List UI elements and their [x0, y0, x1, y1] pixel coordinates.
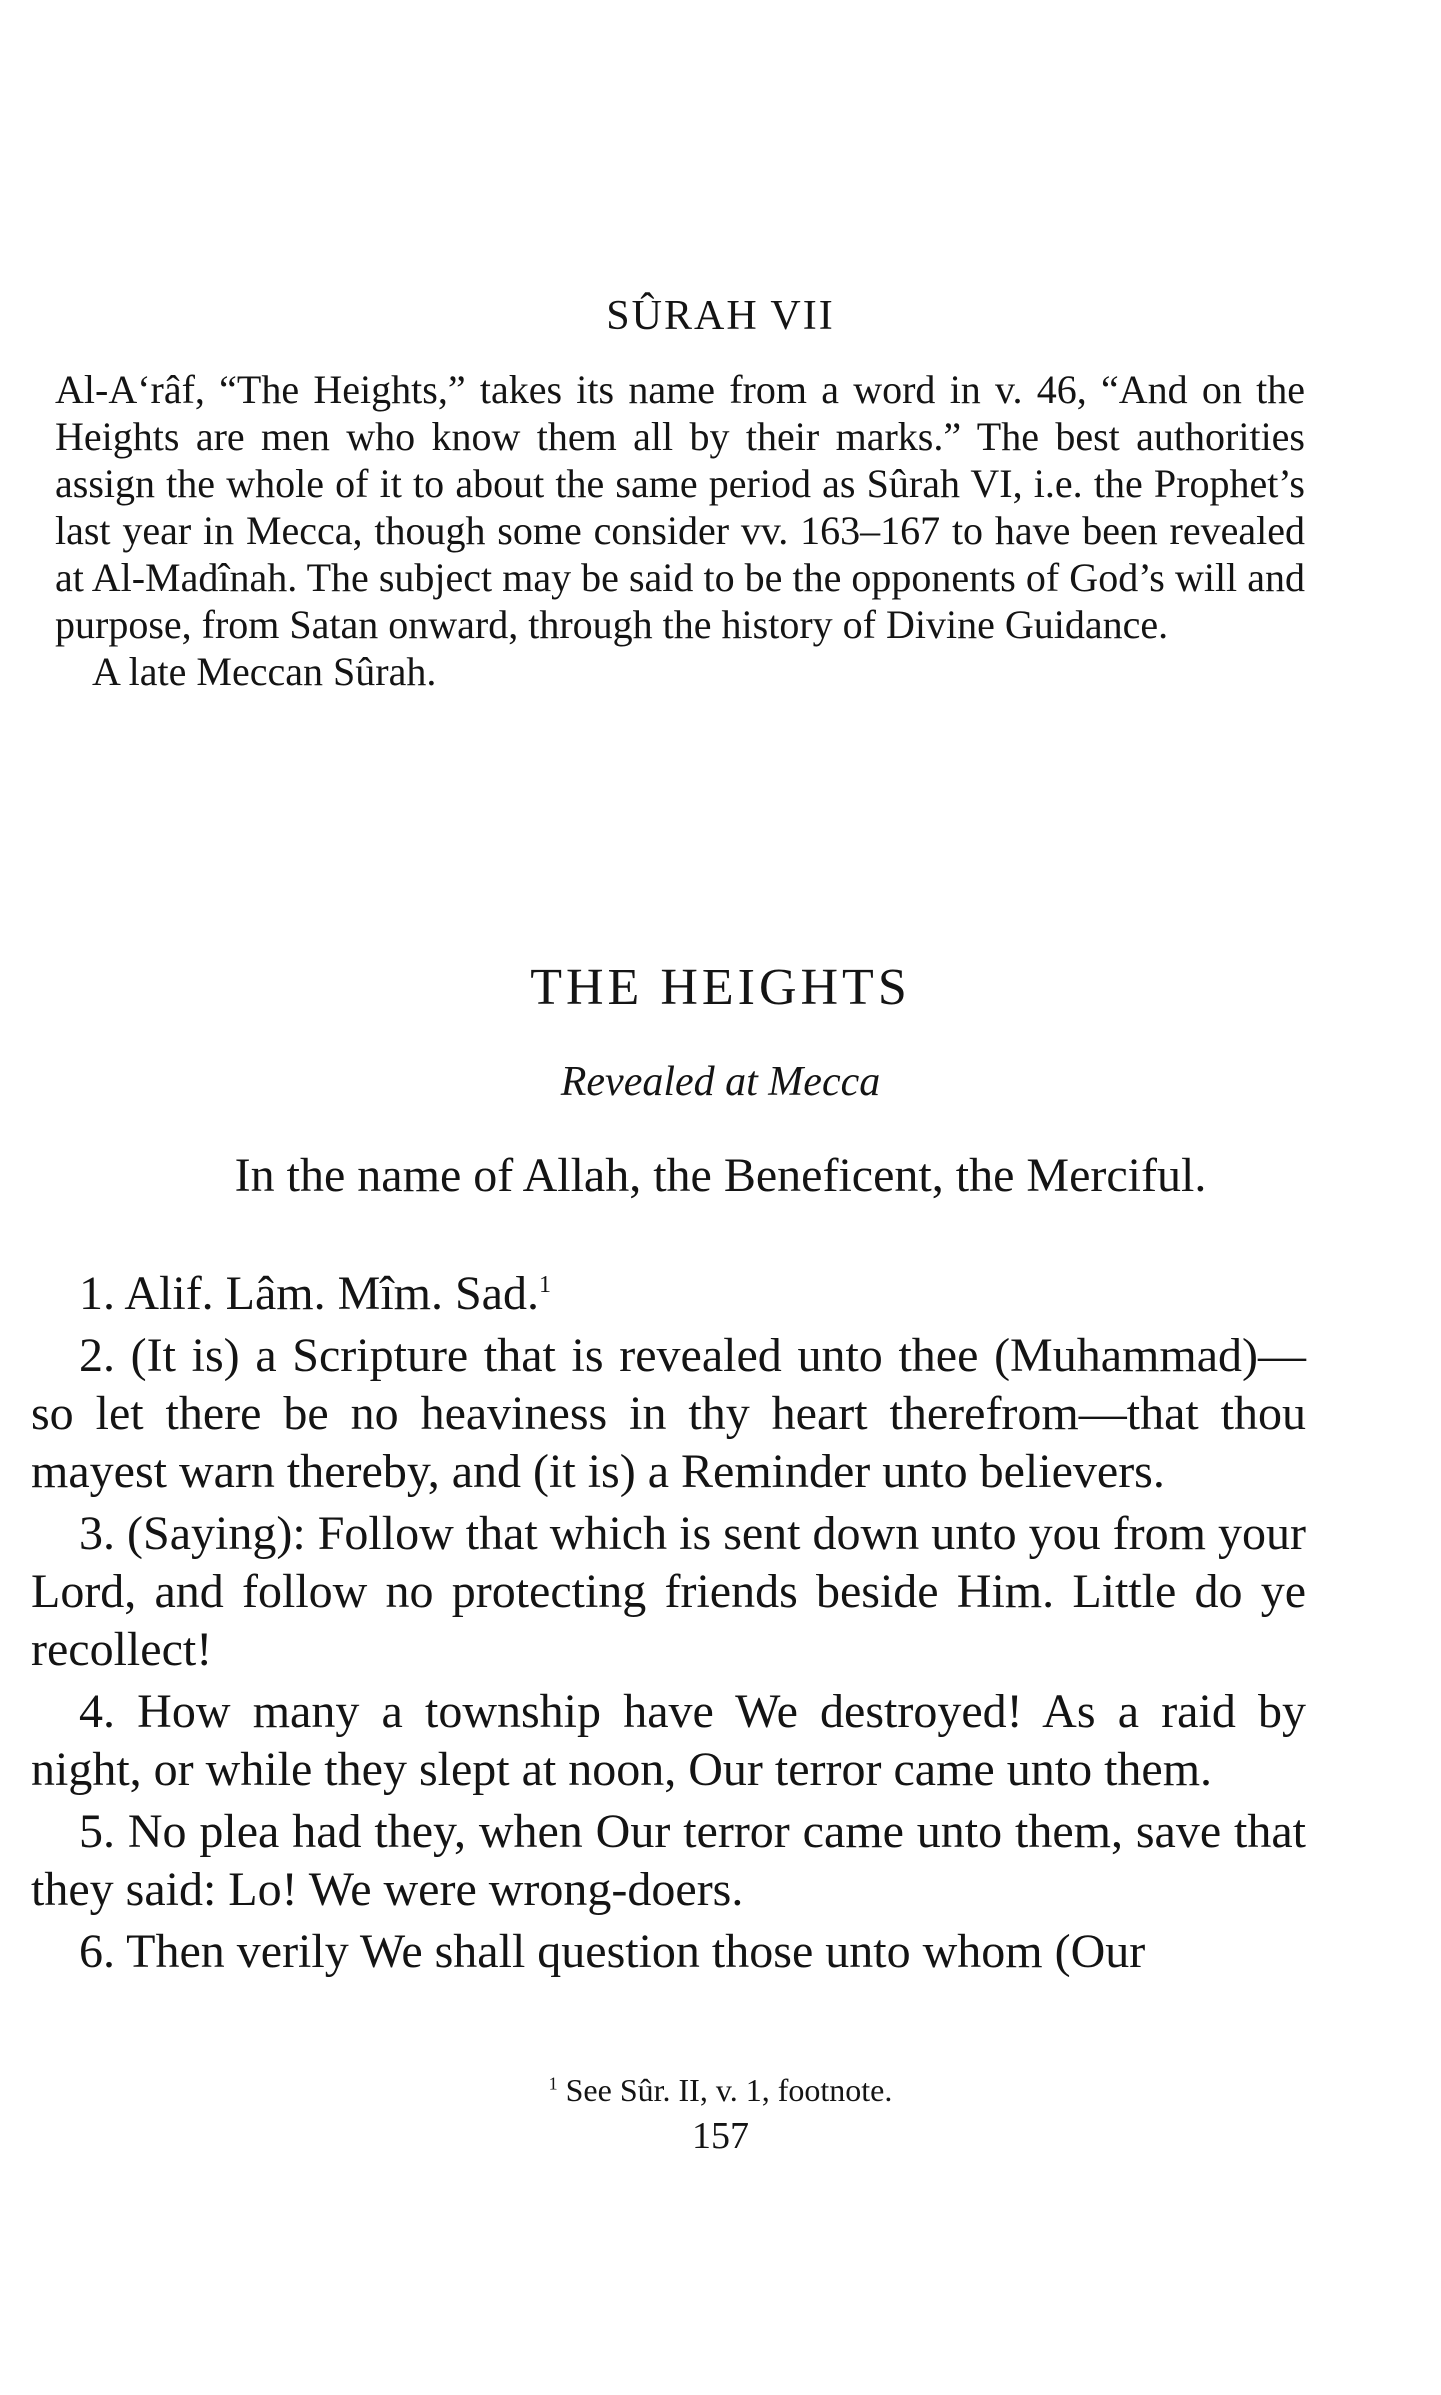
footnote-mark: 1 — [548, 2073, 558, 2094]
page-number: 157 — [692, 2115, 749, 2157]
intro-late-meccan: A late Meccan Sûrah. — [92, 649, 437, 694]
verse: 4. How many a township have We destroyed! As a raid by night, or while they slept at noon, Our terror came unto them. — [31, 1685, 1306, 1796]
footnote-text: See Sûr. II, v. 1, footnote. — [565, 2072, 893, 2108]
verse: 5. No plea had they, when Our terror came unto them, save that they said: Lo! We were wrong-doers. — [31, 1805, 1306, 1916]
verse-text: 1. Alif. Lâm. Mîm. Sad. — [79, 1267, 539, 1320]
verse — [31, 1265, 1306, 1323]
invocation: In the name of Allah, the Beneficent, the Merciful. — [234, 1149, 1207, 1202]
verse: 6. Then verily We shall question those unto whom (Our — [79, 1925, 1146, 1978]
verses-list — [31, 1265, 1306, 1985]
surah-heading: SÛRAH VII — [606, 293, 835, 339]
verse: 3. (Saying): Follow that which is sent down unto you from your Lord, and follow no protecting friends beside Him. Little do ye recollect! — [31, 1507, 1306, 1676]
intro-paragraph: Al-A‘râf, “The Heights,” takes its name from a word in v. 46, “And on the Heights are men who know them all by their marks.” The best authorities assign the whole of it to about the same period as Sûrah VI, i.e. the Prophet’s last year in Mecca, though some consider vv. 163–167 to have been revealed at Al-Madînah. The subject may be said to be the opponents of God’s will and purpose, from Satan onward, through the history of Divine Guidance. — [55, 367, 1305, 647]
footnote-marker: 1 — [538, 1272, 551, 1298]
chapter-title: THE HEIGHTS — [530, 959, 911, 1016]
intro-section — [55, 366, 1305, 695]
revealed-at: Revealed at Mecca — [560, 1059, 881, 1105]
footnote — [0, 2072, 1441, 2109]
verse: 2. (It is) a Scripture that is revealed unto thee (Muhammad)—so let there be no heaviness in thy heart therefrom—that thou mayest warn thereby, and (it is) a Reminder unto believers. — [31, 1329, 1306, 1498]
